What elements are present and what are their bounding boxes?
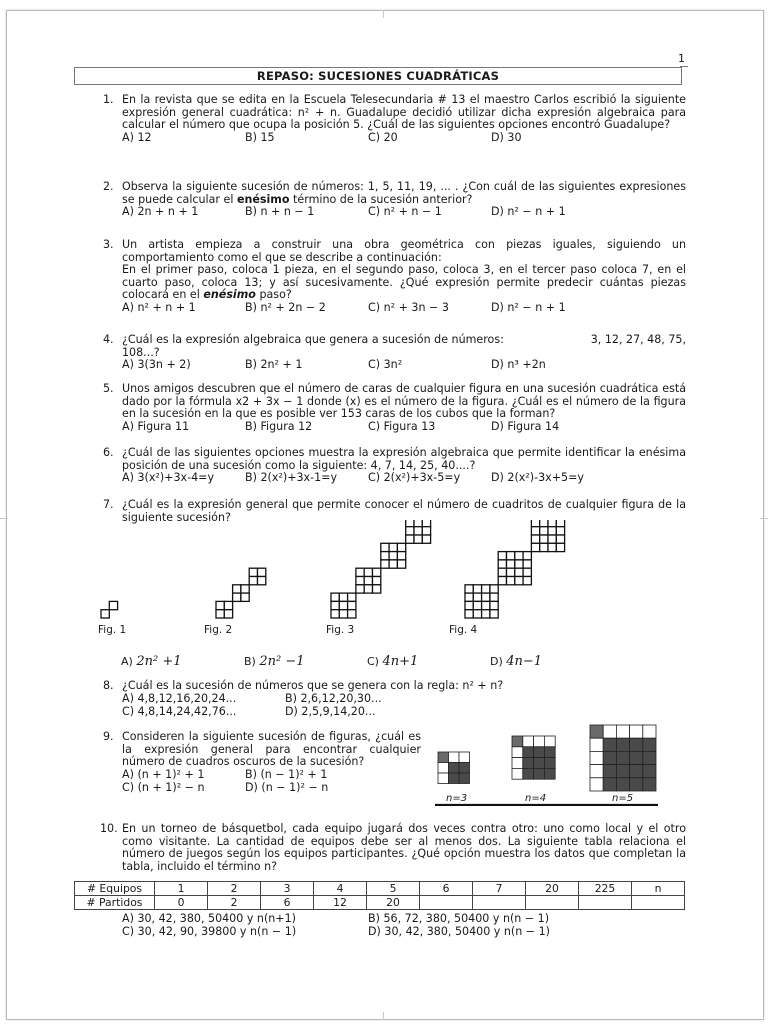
staircase-square	[339, 593, 347, 601]
question-text	[122, 181, 686, 206]
question-text: 108...?	[122, 345, 160, 359]
options	[122, 782, 421, 795]
question-1	[103, 94, 686, 145]
staircase-square	[540, 543, 548, 551]
option-a: A) 4,8,12,16,20,24...	[122, 691, 237, 705]
grid-square	[544, 768, 555, 779]
staircase-square	[498, 568, 506, 576]
options	[122, 421, 686, 434]
question-4	[103, 334, 686, 372]
option-a: A) n² + n + 1	[122, 300, 196, 314]
table-cell	[420, 896, 473, 910]
question-text: Unos amigos descubren que el número de caras de cualquier figura en una sucesión cuadrática está dado por la fórmula x2 + 3x − 1 donde (x) es el número de la figura. ¿Cuál es el número de la figura en la sucesión en la que es posible ver 153 caras de los cubos que la forman?	[122, 382, 686, 421]
staircase-square	[482, 593, 490, 601]
staircase-square	[556, 535, 564, 543]
table-cell: 1	[155, 882, 208, 896]
staircase-square	[482, 585, 490, 593]
option-c: C) 3n²	[368, 358, 403, 372]
staircase-square	[356, 577, 364, 585]
fig-3-label: Fig. 3	[326, 624, 355, 636]
table-cell: 6	[261, 896, 314, 910]
staircase-square	[373, 568, 381, 576]
options	[122, 693, 686, 706]
question-10-options	[103, 913, 686, 939]
figure-label: n=4	[525, 793, 547, 804]
staircase-square	[531, 527, 539, 535]
table-cell: # Partidos	[75, 896, 155, 910]
option-a: A) 2n + n + 1	[122, 205, 199, 219]
staircase-square	[540, 527, 548, 535]
staircase-square	[490, 593, 498, 601]
staircase-square	[339, 601, 347, 609]
staircase-square	[414, 527, 422, 535]
question-number: 2.	[103, 180, 114, 193]
staircase-square	[515, 568, 523, 576]
staircase-square	[473, 585, 481, 593]
staircase-square	[473, 610, 481, 618]
question-text	[122, 264, 686, 302]
grid-square	[544, 736, 555, 747]
option-a: A) (n + 1)² + 1	[122, 767, 205, 781]
staircase-square	[364, 585, 372, 593]
option-c: C) 4,8,14,24,42,76...	[122, 704, 237, 718]
staircase-square	[397, 543, 405, 551]
q7-option-c	[367, 654, 418, 669]
option-d: D) (n − 1)² − n	[245, 780, 329, 794]
grid-square	[449, 763, 460, 774]
staircase-square	[348, 593, 356, 601]
grid-square	[643, 765, 656, 778]
table-cell	[473, 896, 526, 910]
question-text: ¿Cuál de las siguientes opciones muestra la expresión algebraica que permite identificar la enésima posición de una sucesión como la siguiente: 4, 7, 14, 25, 40....?	[122, 446, 686, 472]
staircase-square	[490, 610, 498, 618]
staircase-square	[523, 577, 531, 585]
question-number: 5.	[103, 382, 114, 395]
question-text	[122, 334, 686, 347]
page-title: REPASO: SUCESIONES CUADRÁTICAS	[74, 67, 682, 85]
staircase-square	[556, 520, 564, 527]
staircase-square	[465, 610, 473, 618]
option-expression: 2n² −1	[259, 654, 305, 669]
staircase-square	[556, 543, 564, 551]
staircase-square	[406, 520, 414, 527]
option-c: C) Figura 13	[368, 419, 436, 433]
option-label: C)	[367, 655, 379, 668]
option-d: D) 2(x²)-3x+5=y	[491, 471, 584, 485]
page-number: 1	[678, 52, 685, 65]
option-expression: 2n² +1	[136, 654, 182, 669]
grid-square	[603, 725, 616, 738]
grid-square	[438, 763, 449, 774]
grid-square	[512, 758, 523, 769]
grid-square	[523, 736, 534, 747]
staircase-square	[414, 535, 422, 543]
grid-square	[523, 758, 534, 769]
grid-square	[544, 747, 555, 758]
option-label: D)	[490, 655, 503, 668]
table-cell: 20	[367, 896, 420, 910]
staircase-square	[364, 568, 372, 576]
table-cell: 6	[420, 882, 473, 896]
staircase-square	[373, 585, 381, 593]
crop-mark	[760, 518, 768, 519]
option-a: A) 30, 42, 380, 50400 y n(n+1)	[122, 912, 296, 925]
staircase-square	[224, 610, 232, 618]
question-3	[103, 239, 686, 315]
staircase-square	[348, 601, 356, 609]
staircase-square	[498, 560, 506, 568]
grid-square	[544, 758, 555, 769]
question-number: 6.	[103, 446, 114, 459]
table-cell	[526, 896, 579, 910]
figure-label: n=3	[446, 793, 468, 804]
grid-square	[534, 758, 545, 769]
table-cell: 5	[367, 882, 420, 896]
staircase-square	[422, 520, 430, 527]
staircase-square	[507, 560, 515, 568]
staircase-square	[258, 568, 266, 576]
option-a: A) Figura 11	[122, 419, 190, 433]
fig-2-label: Fig. 2	[204, 624, 233, 636]
staircase-square	[216, 610, 224, 618]
option-b: B) 15	[245, 130, 275, 144]
staircase-square	[507, 577, 515, 585]
options	[122, 302, 686, 315]
staircase-square	[389, 543, 397, 551]
q7-option-a	[121, 654, 181, 669]
staircase-square	[109, 601, 117, 609]
q7-option-d	[490, 654, 542, 669]
staircase-square	[406, 527, 414, 535]
grid-square	[523, 747, 534, 758]
option-b: B) 2(x²)+3x-1=y	[245, 471, 338, 485]
staircase-square	[523, 552, 531, 560]
grid-square	[590, 765, 603, 778]
option-d: D) 30	[491, 130, 522, 144]
option-label: A)	[121, 655, 133, 668]
question-2	[103, 181, 686, 219]
grid-square	[512, 736, 523, 747]
staircase-square	[414, 520, 422, 527]
staircase-square	[540, 535, 548, 543]
question-text: ¿Cuál es la expresión general que permite conocer el número de cuadritos de cualquier figura de la siguiente sucesión?	[122, 498, 686, 524]
staircase-square	[397, 552, 405, 560]
staircase-square	[498, 552, 506, 560]
question-6	[103, 447, 686, 485]
table-cell: 0	[155, 896, 208, 910]
table-cell: 2	[208, 896, 261, 910]
grid-square	[449, 773, 460, 784]
table-row-teams	[75, 882, 685, 896]
option-b: B) n² + 2n − 2	[245, 300, 326, 314]
staircase-square	[482, 601, 490, 609]
option-a: A) 12	[122, 130, 152, 144]
question-text: Consideren la siguiente sucesión de figuras, ¿cuál es la expresión general para encontrar cualquier número de cuadros oscuros de la sucesión?	[122, 730, 421, 769]
staircase-square	[331, 610, 339, 618]
grid-square	[630, 765, 643, 778]
staircase-square	[331, 601, 339, 609]
staircase-square	[348, 610, 356, 618]
question-number: 8.	[103, 679, 114, 692]
grid-square	[534, 736, 545, 747]
staircase-square	[258, 577, 266, 585]
question-10	[100, 822, 686, 873]
staircase-square	[406, 535, 414, 543]
staircase-square	[101, 610, 109, 618]
grid-square	[603, 751, 616, 764]
staircase-square	[548, 535, 556, 543]
option-expression: 4n−1	[506, 654, 543, 669]
option-c: C) 2(x²)+3x-5=y	[368, 471, 461, 485]
crop-mark	[383, 10, 384, 18]
option-d: D) 2,5,9,14,20...	[285, 704, 376, 718]
text-bold: enésimo	[236, 192, 290, 206]
grid-square	[616, 778, 629, 791]
teams-games-table	[74, 881, 685, 910]
table-cell	[579, 896, 632, 910]
grid-square	[643, 725, 656, 738]
option-d: D) n² − n + 1	[491, 205, 566, 219]
option-a: A) 3(x²)+3x-4=y	[122, 471, 215, 485]
grid-square	[534, 768, 545, 779]
staircase-square	[381, 560, 389, 568]
grid-square	[643, 751, 656, 764]
grid-square	[616, 765, 629, 778]
staircase-square	[465, 593, 473, 601]
staircase-square	[241, 585, 249, 593]
staircase-square	[356, 585, 364, 593]
text-part: paso?	[259, 288, 292, 302]
staircase-square	[233, 593, 241, 601]
text-part: En el primer paso, coloca 1 pieza, en el segundo paso, coloca 3, en el tercer paso coloca 7, en el cuarto paso, coloca 13; y así sucesivamente. ¿Qué expresión permite predecir cuántas piezas colocará en el	[122, 263, 686, 302]
staircase-square	[381, 552, 389, 560]
question-text: En la revista que se edita en la Escuela Telesecundaria # 13 el maestro Carlos escribió la siguiente expresión general cuadrática: n² + n. Guadalupe decidió utilizar dicha expresión algebraica para calcular el número que ocupa la posición 5. ¿Cuál de las siguientes opciones encontró Guadalupe?	[122, 93, 686, 132]
staircase-square	[422, 527, 430, 535]
options	[122, 472, 686, 485]
staircase-square	[473, 593, 481, 601]
table-cell: 2	[208, 882, 261, 896]
staircase-square	[373, 577, 381, 585]
table-cell	[632, 896, 685, 910]
grid-square	[590, 751, 603, 764]
staircase-square	[531, 535, 539, 543]
table-cell: # Equipos	[75, 882, 155, 896]
staircase-square	[490, 585, 498, 593]
option-b: B) 2,6,12,20,30...	[285, 691, 382, 705]
option-c: C) (n + 1)² − n	[122, 780, 205, 794]
staircase-square	[490, 601, 498, 609]
crop-mark	[0, 518, 8, 519]
table-row-games	[75, 896, 685, 910]
question-text: En un torneo de básquetbol, cada equipo jugará dos veces contra otro: uno como local y el otro como visitante. La cantidad de equipos debe ser al menos dos. La siguiente tabla relaciona el número de juegos según los equipos participantes. ¿Qué opción muestra los datos que completan la tabla, incluido el término n?	[122, 822, 686, 873]
question-8	[103, 680, 686, 719]
grid-square	[603, 738, 616, 751]
option-d: D) n³ +2n	[491, 358, 546, 372]
grid-square	[616, 725, 629, 738]
grid-square	[590, 738, 603, 751]
options	[122, 132, 686, 145]
grid-square	[512, 747, 523, 758]
options	[122, 206, 686, 219]
grid-square	[630, 738, 643, 751]
staircase-square	[422, 535, 430, 543]
staircase-square	[389, 560, 397, 568]
option-b: B) n + n − 1	[245, 205, 315, 219]
staircase-square	[548, 527, 556, 535]
figure-label: n=5	[612, 793, 634, 804]
grid-square	[630, 725, 643, 738]
table-cell: 3	[261, 882, 314, 896]
option-c: C) 30, 42, 90, 39800 y n(n − 1)	[122, 925, 297, 938]
table-cell: n	[632, 882, 685, 896]
grid-square	[603, 765, 616, 778]
grid-square	[449, 752, 460, 763]
text-bold: enésimo	[203, 288, 256, 302]
staircase-square	[224, 601, 232, 609]
staircase-square	[473, 601, 481, 609]
table-cell: 12	[314, 896, 367, 910]
staircase-square	[249, 577, 257, 585]
question-5	[103, 383, 686, 434]
question-number: 4.	[103, 333, 114, 346]
grid-square	[523, 768, 534, 779]
staircase-square	[507, 568, 515, 576]
staircase-square	[216, 601, 224, 609]
grid-square	[459, 763, 470, 774]
grid-square	[643, 778, 656, 791]
staircase-square	[397, 560, 405, 568]
option-c: C) 20	[368, 130, 398, 144]
staircase-square	[548, 520, 556, 527]
grid-square	[616, 751, 629, 764]
staircase-square	[482, 610, 490, 618]
staircase-square	[364, 577, 372, 585]
staircase-square	[331, 593, 339, 601]
option-b: B) 2n² + 1	[245, 358, 303, 372]
staircase-square	[249, 568, 257, 576]
q7-option-b	[244, 654, 305, 669]
table-cell: 4	[314, 882, 367, 896]
grid-square	[534, 747, 545, 758]
staircase-square	[339, 610, 347, 618]
staircase-figures	[0, 520, 768, 640]
staircase-square	[515, 552, 523, 560]
staircase-square	[523, 560, 531, 568]
table-cell: 20	[526, 882, 579, 896]
staircase-square	[540, 520, 548, 527]
option-b: B) (n − 1)² + 1	[245, 767, 328, 781]
grid-square	[616, 738, 629, 751]
table-cell: 225	[579, 882, 632, 896]
staircase-square	[498, 577, 506, 585]
option-d: D) Figura 14	[491, 419, 560, 433]
staircase-square	[241, 593, 249, 601]
question-number: 3.	[103, 238, 114, 251]
staircase-square	[515, 577, 523, 585]
option-b: B) 56, 72, 380, 50400 y n(n − 1)	[368, 912, 550, 925]
option-c: C) n² + 3n − 3	[368, 300, 449, 314]
staircase-square	[531, 520, 539, 527]
option-c: C) n² + n − 1	[368, 205, 442, 219]
option-b: B) Figura 12	[245, 419, 313, 433]
options	[122, 769, 421, 782]
staircase-square	[465, 601, 473, 609]
staircase-square	[548, 543, 556, 551]
option-a: A) 3(3n + 2)	[122, 358, 191, 372]
grid-square	[438, 752, 449, 763]
question-text: ¿Cuál es la sucesión de números que se genera con la regla: n² + n?	[122, 679, 504, 692]
text-part: término de la sucesión anterior?	[293, 192, 473, 206]
staircase-square	[523, 568, 531, 576]
staircase-square	[465, 585, 473, 593]
grid-square	[630, 778, 643, 791]
staircase-square	[356, 568, 364, 576]
fig-4-label: Fig. 4	[449, 624, 478, 636]
question-9	[103, 731, 421, 795]
staircase-square	[556, 527, 564, 535]
sequence: 3, 12, 27, 48, 75,	[590, 333, 686, 346]
question-text: Un artista empieza a construir una obra geométrica con piezas iguales, siguiendo un comportamiento como el que se describe a continuación:	[122, 238, 686, 264]
table-cell: 7	[473, 882, 526, 896]
staircase-square	[507, 552, 515, 560]
fig-1-label: Fig. 1	[98, 624, 127, 636]
grid-square	[512, 768, 523, 779]
grid-square	[590, 725, 603, 738]
question-number: 7.	[103, 498, 114, 511]
text-part: ¿Cuál es la expresión algebraica que genera a sucesión de números:	[122, 333, 504, 346]
options	[122, 706, 686, 719]
crop-mark	[383, 1012, 384, 1020]
question-number: 10.	[100, 822, 118, 835]
question-number: 9.	[103, 730, 114, 743]
grid-square	[643, 738, 656, 751]
grid-square	[590, 778, 603, 791]
question-number: 1.	[103, 93, 114, 106]
options	[122, 926, 686, 939]
staircase-square	[531, 543, 539, 551]
grid-square	[438, 773, 449, 784]
grid-square	[459, 752, 470, 763]
options	[122, 359, 686, 372]
grid-square	[459, 773, 470, 784]
option-label: B)	[244, 655, 256, 668]
option-expression: 4n+1	[382, 654, 419, 669]
option-d: D) 30, 42, 380, 50400 y n(n − 1)	[368, 925, 550, 938]
grid-square	[630, 751, 643, 764]
option-d: D) n² − n + 1	[491, 300, 566, 314]
staircase-square	[389, 552, 397, 560]
staircase-square	[381, 543, 389, 551]
staircase-square	[233, 585, 241, 593]
text-part: Observa la siguiente sucesión de números: 1, 5, 11, 19, ... . ¿Con cuál de las siguientes expresiones se puede calcular el	[122, 180, 686, 206]
grid-square	[603, 778, 616, 791]
staircase-square	[515, 560, 523, 568]
